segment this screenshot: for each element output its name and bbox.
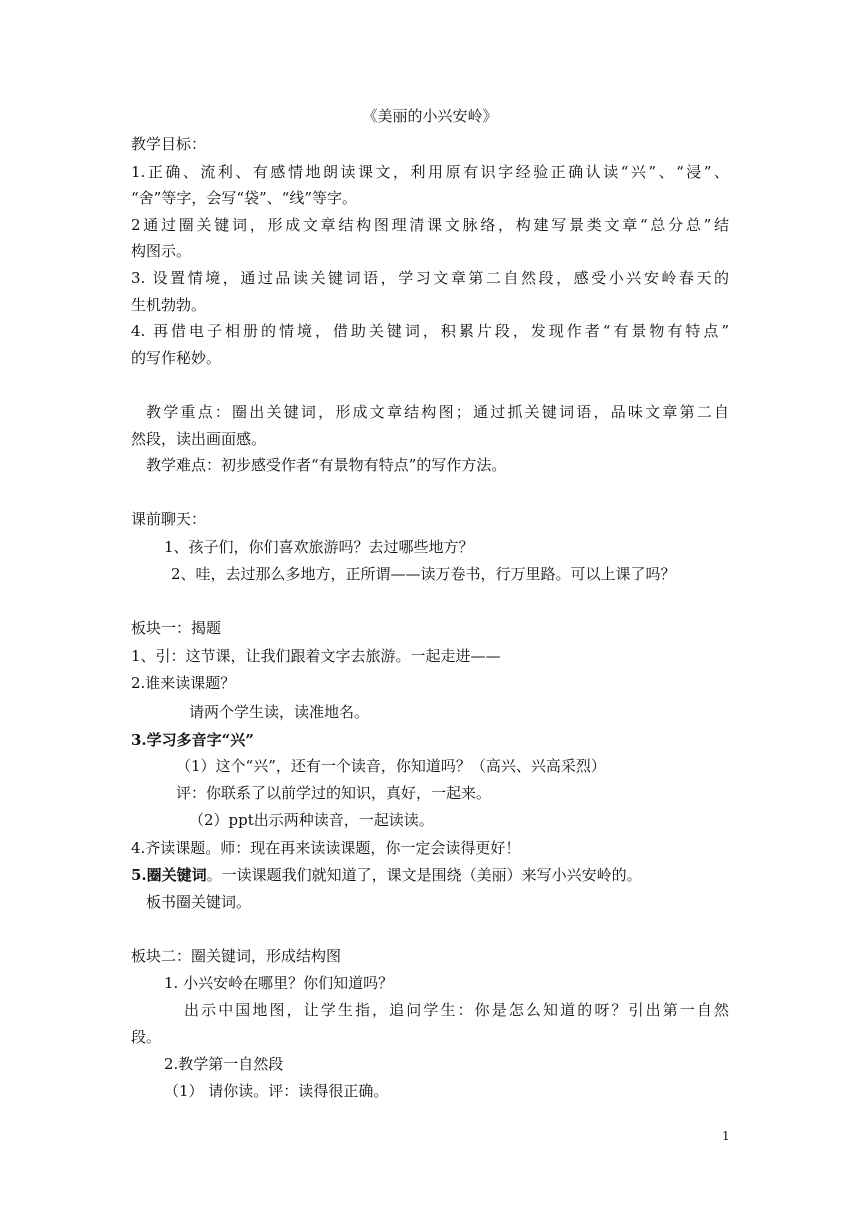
block1-heading: 板块一：揭题 <box>131 619 222 637</box>
block1-step-3-1: （1）这个“兴”，还有一个读音，你知道吗？（高兴、兴高采烈） <box>176 757 606 775</box>
block1-step-4: 4.齐读课题。师：现在再来读读课题，你一定会读得更好！ <box>131 839 521 857</box>
block1-step-2-detail: 请两个学生读，读准地名。 <box>189 703 370 721</box>
block2-step-2-1: （1） 请你读。评：读得很正确。 <box>164 1082 389 1100</box>
block2-question-1: 1. 小兴安岭在哪里？你们知道吗？ <box>164 974 394 992</box>
teaching-difficulty: 教学难点：初步感受作者“有景物有特点”的写作方法。 <box>146 456 507 474</box>
block2-question-1-detail-line-1: 出示中国地图，让学生指，追问学生：你是怎么知道的呀？引出第一自然 <box>184 1001 729 1019</box>
block1-step-5 <box>131 865 642 885</box>
block2-heading: 板块二：圈关键词，形成结构图 <box>131 947 342 965</box>
objective-1-line-1: 1.正确、流利、有感情地朗读课文，利用原有识字经验正确认读“兴”、“浸”、 <box>131 163 729 181</box>
objective-2-line-2: 构图示。 <box>131 242 192 260</box>
preclass-question-2: 2、哇，去过那么多地方，正所谓——读万卷书，行万里路。可以上课了吗？ <box>171 565 676 583</box>
page-number: 1 <box>722 1129 730 1143</box>
block1-step-1: 1、引：这节课，让我们跟着文字去旅游。一起走进—— <box>131 647 501 665</box>
objective-1-line-2: “舍”等字，会写“袋”、“线”等字。 <box>131 189 358 207</box>
preclass-heading: 课前聊天： <box>131 510 207 528</box>
block2-question-1-detail-line-2: 段。 <box>131 1028 162 1046</box>
block2-step-2: 2.教学第一自然段 <box>164 1055 284 1073</box>
block1-step-5-keyword: 5.圈关键词 <box>131 866 207 884</box>
teaching-focus-line-2: 然段，读出画面感。 <box>131 430 267 448</box>
objective-3-line-2: 生机勃勃。 <box>131 296 207 314</box>
block1-step-3-evaluation: 评：你联系了以前学过的知识，真好，一起来。 <box>176 784 492 802</box>
block1-step-3-2: （2）ppt出示两种读音，一起读读。 <box>189 811 434 829</box>
teaching-focus-line-1: 教学重点：圈出关键词，形成文章结构图；通过抓关键词语，品味文章第二自 <box>146 403 729 421</box>
objective-4-line-2: 的写作秘妙。 <box>131 349 222 367</box>
document-title: 《美丽的小兴安岭》 <box>362 107 498 125</box>
block1-step-3: 3.学习多音字“兴” <box>131 731 254 749</box>
preclass-question-1: 1、孩子们，你们喜欢旅游吗？去过哪些地方？ <box>164 538 474 556</box>
objectives-heading: 教学目标： <box>131 135 207 153</box>
block1-step-5-text: 。一读课题我们就知道了，课文是围绕（美丽）来写小兴安岭的。 <box>206 866 642 884</box>
block1-blackboard-note: 板书圈关键词。 <box>146 893 252 911</box>
objective-3-line-1: 3. 设置情境，通过品读关键词语，学习文章第二自然段，感受小兴安岭春天的 <box>131 269 729 287</box>
objective-2-line-1: 2通过圈关键词，形成文章结构图理清课文脉络，构建写景类文章“总分总”结 <box>131 216 729 234</box>
objective-4-line-1: 4. 再借电子相册的情境，借助关键词，积累片段，发现作者“有景物有特点” <box>131 322 729 340</box>
block1-step-2: 2.谁来读课题？ <box>131 674 236 692</box>
